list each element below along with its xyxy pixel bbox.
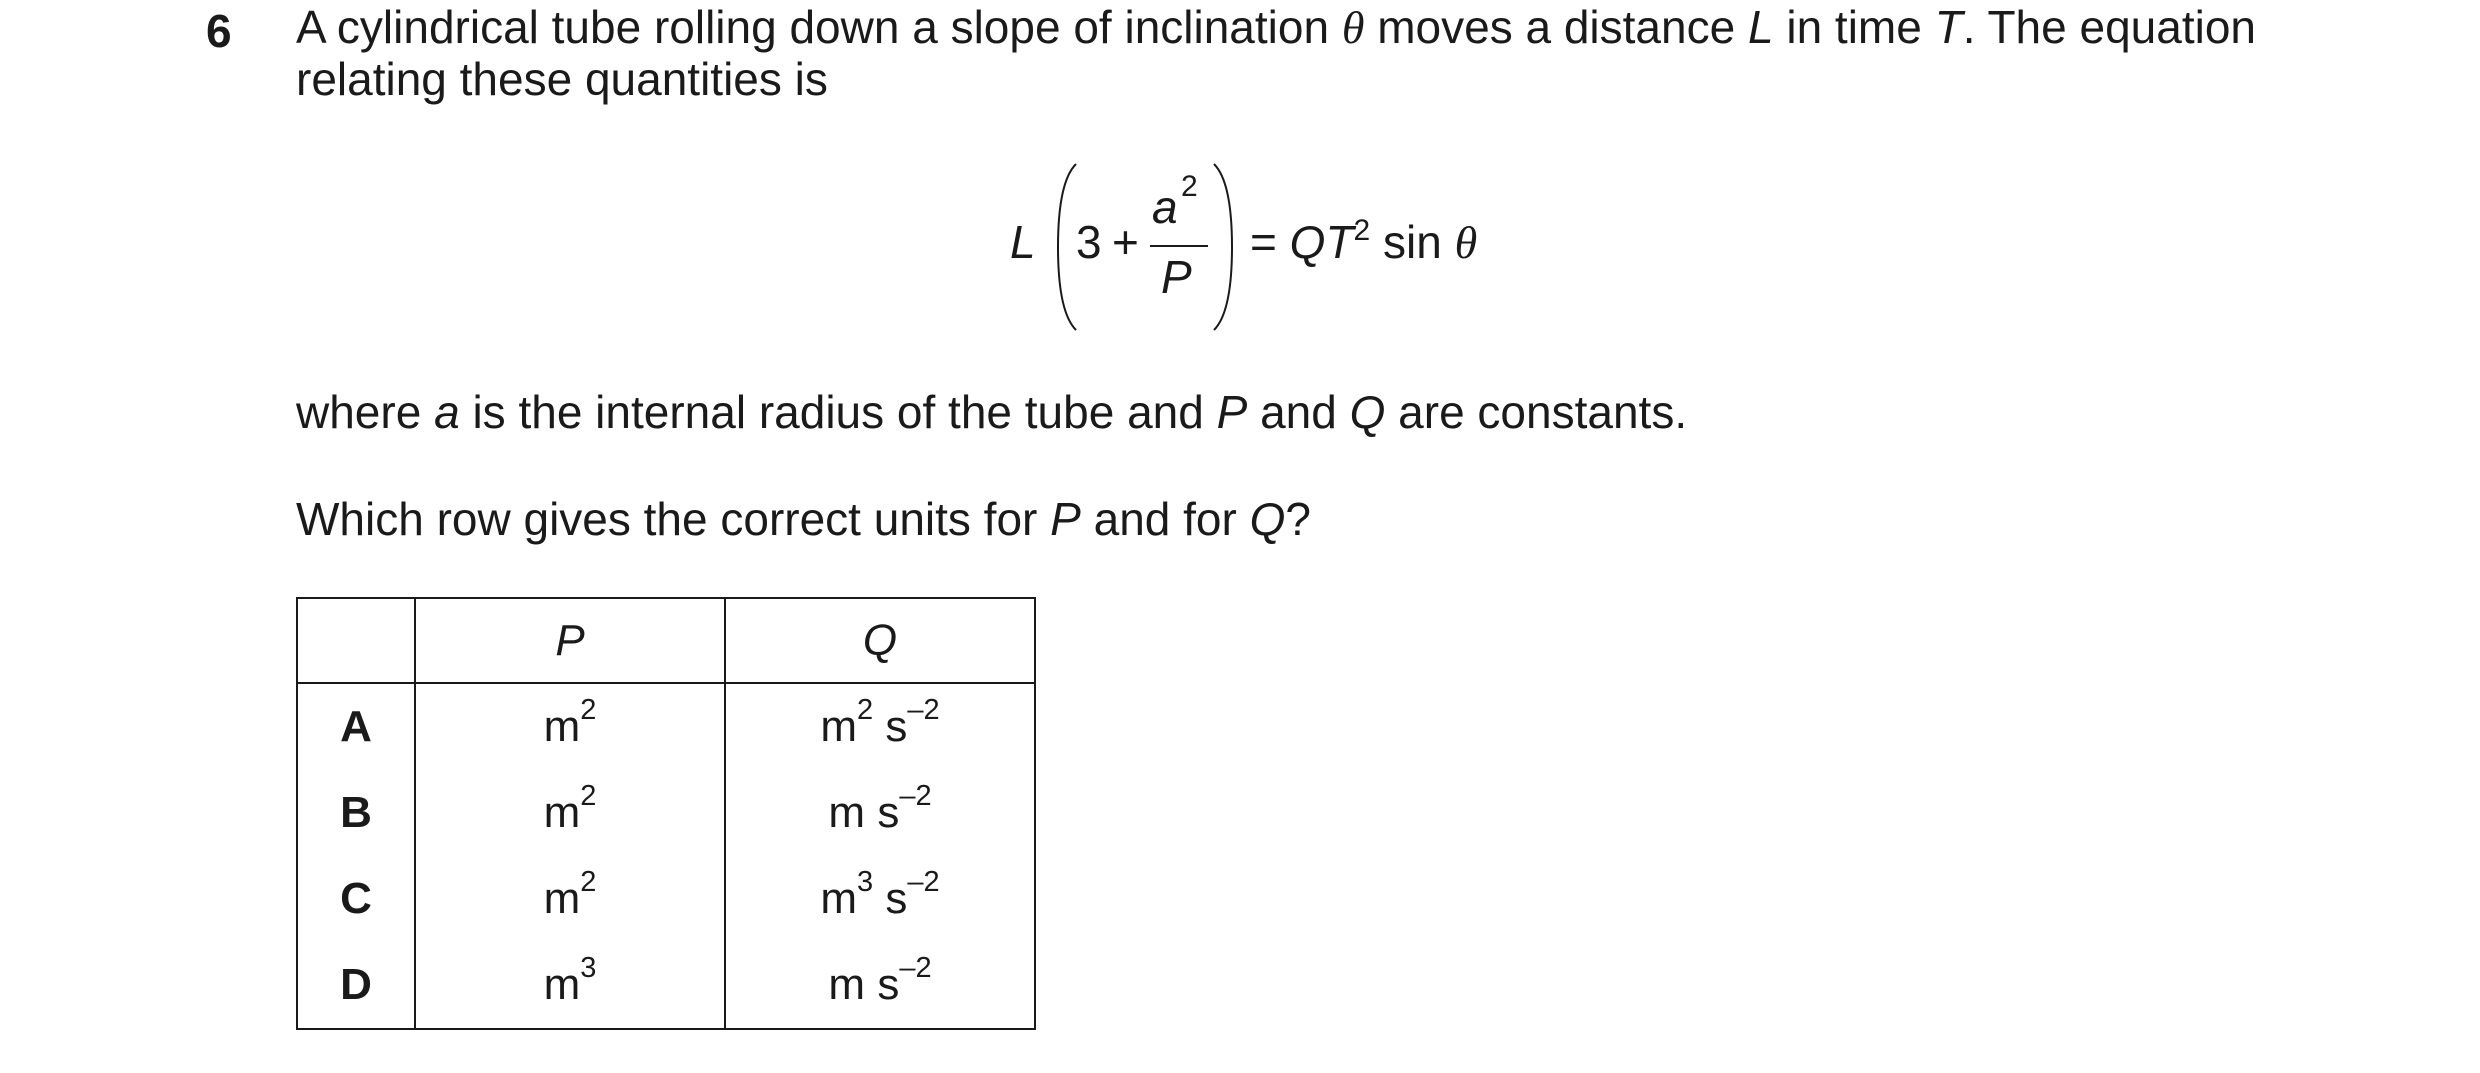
unit-exponent: –2 bbox=[899, 780, 932, 813]
text-segment: and bbox=[1247, 386, 1350, 438]
fraction-denominator: P bbox=[1161, 251, 1192, 303]
unit-exponent: 2 bbox=[580, 866, 597, 899]
unit-exponent: –2 bbox=[899, 952, 932, 985]
unit-P bbox=[415, 856, 725, 942]
header-P: P bbox=[415, 598, 725, 683]
equation bbox=[1010, 162, 1510, 332]
option-row-b[interactable] bbox=[297, 770, 1035, 856]
unit-Q bbox=[725, 683, 1035, 770]
text-segment: Which row gives the correct units for bbox=[296, 493, 1051, 545]
unit-exponent: 2 bbox=[857, 694, 874, 727]
variable-Q: Q bbox=[1249, 493, 1286, 545]
unit-base: s bbox=[877, 788, 900, 837]
text-segment: in time bbox=[1773, 1, 1935, 53]
unit-Q bbox=[725, 856, 1035, 942]
text-segment: is the internal radius of the tube and bbox=[459, 386, 1217, 438]
theta-symbol: θ bbox=[1341, 2, 1365, 53]
right-bracket bbox=[1212, 162, 1234, 332]
equals-sign: = bbox=[1250, 216, 1290, 268]
equation-L: L bbox=[1010, 216, 1036, 268]
text-segment: where bbox=[296, 386, 435, 438]
unit-base: m bbox=[820, 702, 857, 751]
text-segment: moves a distance bbox=[1364, 1, 1748, 53]
unit-P bbox=[415, 942, 725, 1029]
where-statement bbox=[296, 385, 1687, 439]
question-prompt bbox=[296, 492, 1311, 546]
unit-P bbox=[415, 683, 725, 770]
unit-Q bbox=[725, 942, 1035, 1029]
equation-plus: + bbox=[1112, 216, 1139, 268]
unit-base: m bbox=[543, 702, 581, 751]
answer-options-table bbox=[296, 597, 1036, 1030]
question-text-line-1 bbox=[296, 0, 2256, 55]
unit-exponent: 2 bbox=[580, 694, 597, 727]
text-segment: . The equation bbox=[1962, 1, 2256, 53]
question-text-line-2: relating these quantities is bbox=[296, 53, 828, 105]
option-row-a[interactable] bbox=[297, 683, 1035, 770]
unit-base: m bbox=[543, 788, 581, 837]
equation-rhs bbox=[1250, 215, 1477, 269]
unit-exponent: 2 bbox=[580, 780, 597, 813]
unit-base: m bbox=[828, 960, 866, 1009]
option-letter: B bbox=[297, 770, 415, 856]
option-row-c[interactable] bbox=[297, 856, 1035, 942]
variable-P: P bbox=[1216, 386, 1248, 438]
unit-base: s bbox=[877, 960, 900, 1009]
unit-exponent: 3 bbox=[580, 952, 597, 985]
unit-exponent: 3 bbox=[857, 866, 874, 899]
text-segment: are constants. bbox=[1385, 386, 1688, 438]
option-letter: D bbox=[297, 942, 415, 1029]
unit-base: s bbox=[885, 874, 908, 923]
text-segment: ? bbox=[1285, 493, 1311, 545]
unit-base: m bbox=[828, 788, 866, 837]
fraction-bar bbox=[1150, 244, 1210, 248]
unit-base: s bbox=[885, 702, 908, 751]
variable-L: L bbox=[1747, 1, 1774, 53]
option-letter: C bbox=[297, 856, 415, 942]
numerator-exponent: 2 bbox=[1181, 170, 1198, 203]
variable-T: T bbox=[1934, 1, 1963, 53]
table-header-row bbox=[297, 598, 1035, 683]
equation-theta: θ bbox=[1454, 217, 1478, 268]
unit-exponent: –2 bbox=[907, 694, 940, 727]
unit-base: m bbox=[543, 960, 581, 1009]
fraction-numerator: a bbox=[1152, 181, 1178, 233]
variable-a: a bbox=[434, 386, 460, 438]
left-bracket bbox=[1056, 162, 1078, 332]
text-segment: A cylindrical tube rolling down a slope of inclination bbox=[296, 1, 1342, 53]
unit-exponent: –2 bbox=[907, 866, 940, 899]
header-blank bbox=[297, 598, 415, 683]
unit-base: m bbox=[543, 874, 581, 923]
text-segment: and for bbox=[1080, 493, 1250, 545]
option-row-d[interactable] bbox=[297, 942, 1035, 1029]
question-number: 6 bbox=[206, 5, 232, 57]
variable-P: P bbox=[1050, 493, 1081, 545]
unit-Q bbox=[725, 770, 1035, 856]
header-Q: Q bbox=[725, 598, 1035, 683]
equation-T: T bbox=[1325, 216, 1354, 268]
variable-Q: Q bbox=[1349, 386, 1386, 438]
unit-base: m bbox=[820, 874, 857, 923]
equation-Q: Q bbox=[1289, 216, 1326, 268]
T-exponent: 2 bbox=[1353, 214, 1371, 247]
equation-three: 3 bbox=[1076, 216, 1102, 268]
unit-P bbox=[415, 770, 725, 856]
sin-function: sin bbox=[1370, 216, 1455, 268]
option-letter: A bbox=[297, 683, 415, 770]
